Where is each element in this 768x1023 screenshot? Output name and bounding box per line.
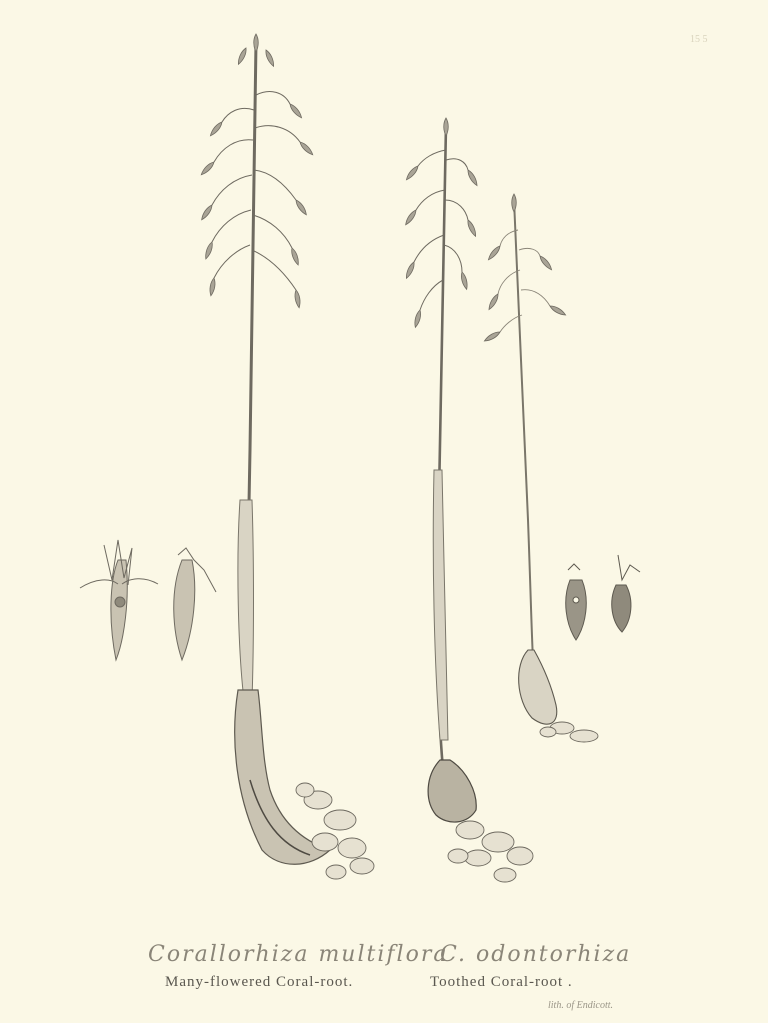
multiflora-plant: [200, 34, 374, 879]
odontorhiza-plant-small: [483, 194, 598, 742]
lithographer-credit: lith. of Endicott.: [548, 1000, 613, 1011]
multiflora-flower-detail-front: [80, 540, 158, 660]
multiflora-flower-detail-side: [174, 548, 216, 660]
multiflora-coral-root: [296, 783, 374, 879]
multiflora-scientific-name: Corallorhiza multiflora: [148, 942, 449, 967]
odontorhiza-coral-root-large: [448, 821, 533, 882]
odontorhiza-common-name: Toothed Coral-root .: [430, 974, 573, 990]
plate-number: 15 5: [690, 34, 708, 45]
multiflora-common-name: Many-flowered Coral-root.: [165, 974, 354, 990]
odontorhiza-plant-large: [404, 118, 533, 882]
odontorhiza-flower-detail-side: [612, 555, 640, 632]
odontorhiza-scientific-name: C. odontorhiza: [440, 942, 632, 967]
odontorhiza-flower-detail-front: [566, 564, 587, 640]
odontorhiza-coral-root-small: [540, 722, 598, 742]
